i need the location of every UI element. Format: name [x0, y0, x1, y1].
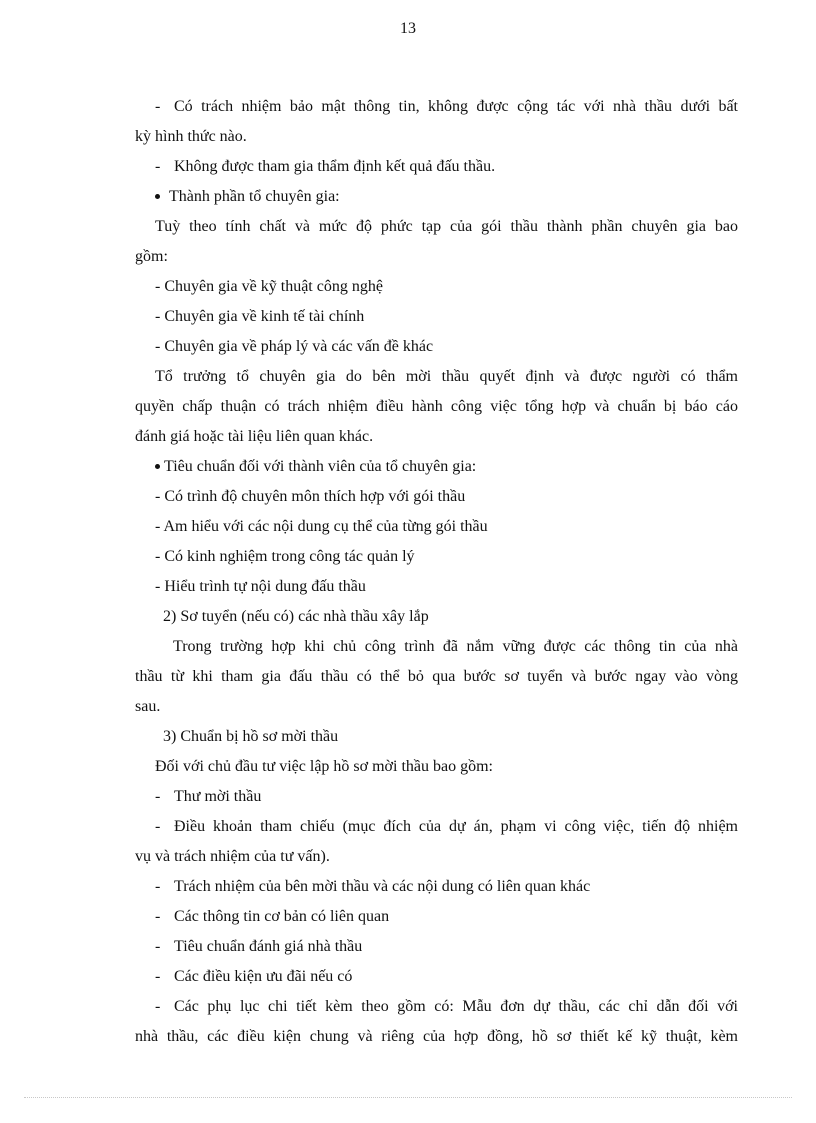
- list-item: - Thư mời thầu: [155, 788, 262, 805]
- text-line: quyền chấp thuận có trách nhiệm điều hành công việc tổng hợp và chuẩn bị báo cáo: [135, 398, 738, 415]
- list-item: - Tiêu chuẩn đánh giá nhà thầu: [155, 938, 363, 955]
- list-item: - Chuyên gia về kinh tế tài chính: [155, 308, 365, 325]
- list-item: - Chuyên gia về pháp lý và các vấn đề khác: [155, 338, 434, 355]
- document-body: [135, 92, 738, 1052]
- list-item: - Có kinh nghiệm trong công tác quản lý: [155, 548, 415, 565]
- text-line: Tiêu chuẩn đối với thành viên của tổ chuyên gia:: [135, 452, 738, 482]
- list-item: - Các phụ lục chi tiết kèm theo gồm có: Mẫu đơn dự thầu, các chỉ dẫn đối với: [155, 998, 738, 1015]
- text-line: gồm:: [135, 248, 168, 265]
- text-line: đánh giá hoặc tài liệu liên quan khác.: [135, 428, 374, 445]
- text-line: Tổ trưởng tổ chuyên gia do bên mời thầu quyết định và được người có thẩm: [155, 368, 738, 385]
- text-line: thầu từ khi tham gia đấu thầu có thể bỏ qua bước sơ tuyển và bước ngay vào vòng: [135, 668, 738, 685]
- page-number: 13: [400, 20, 416, 37]
- text-line: - Có trách nhiệm bảo mật thông tin, không được cộng tác với nhà thầu dưới bất: [155, 98, 738, 115]
- text-line: - Không được tham gia thẩm định kết quả đấu thầu.: [155, 158, 496, 175]
- list-item: - Chuyên gia về kỹ thuật công nghệ: [155, 278, 383, 295]
- text-line: vụ và trách nhiệm của tư vấn).: [135, 848, 330, 865]
- text-line: kỳ hình thức nào.: [135, 128, 247, 145]
- bullet-icon: [155, 464, 160, 469]
- text-line: Tuỳ theo tính chất và mức độ phức tạp của gói thầu thành phần chuyên gia bao: [155, 218, 738, 235]
- section-heading: 3) Chuẩn bị hồ sơ mời thầu: [163, 728, 339, 745]
- list-item: - Có trình độ chuyên môn thích hợp với gói thầu: [155, 488, 466, 505]
- bullet-icon: [155, 194, 160, 199]
- list-item: - Các thông tin cơ bản có liên quan: [155, 908, 390, 925]
- list-item: - Trách nhiệm của bên mời thầu và các nội dung có liên quan khác: [155, 878, 591, 895]
- section-heading: 2) Sơ tuyển (nếu có) các nhà thầu xây lắp: [163, 608, 429, 625]
- list-item: - Các điều kiện ưu đãi nếu có: [155, 968, 353, 985]
- list-item: - Điều khoản tham chiếu (mục đích của dự án, phạm vi công việc, tiến độ nhiệm: [155, 818, 738, 835]
- text-line: Đối với chủ đầu tư việc lập hồ sơ mời thầu bao gồm:: [155, 758, 493, 775]
- text-line: nhà thầu, các điều kiện chung và riêng của hợp đồng, hồ sơ thiết kế kỹ thuật, kèm: [135, 1028, 738, 1045]
- text-line: Thành phần tổ chuyên gia:: [135, 182, 738, 212]
- text-line: sau.: [135, 698, 161, 715]
- text-line: Trong trường hợp khi chủ công trình đã nắm vững được các thông tin của nhà: [173, 638, 738, 655]
- page-bottom-divider: [24, 1097, 792, 1098]
- list-item: - Hiểu trình tự nội dung đấu thầu: [155, 578, 366, 595]
- list-item: - Am hiểu với các nội dung cụ thể của từng gói thầu: [155, 518, 488, 535]
